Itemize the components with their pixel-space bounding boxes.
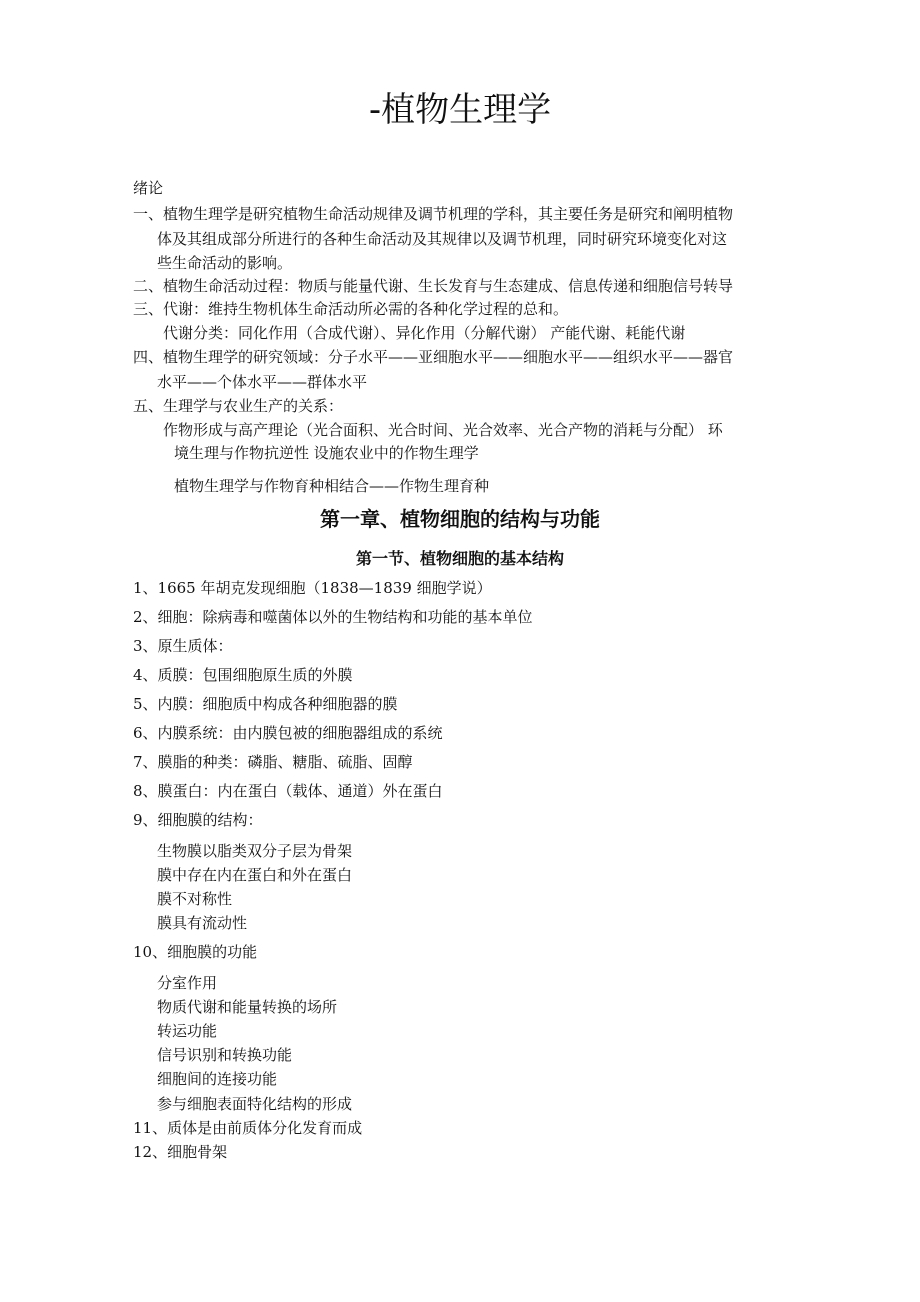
list-item-6: 6、内膜系统：由内膜包被的细胞器组成的系统 [133,724,443,742]
membrane-function-point: 信号识别和转换功能 [157,1046,293,1064]
list-item-10: 10、细胞膜的功能 [133,943,258,961]
document-title: -植物生理学 [368,90,552,130]
list-item-12: 12、细胞骨架 [133,1143,228,1161]
membrane-function-point: 分室作用 [157,974,218,992]
list-item-9: 9、细胞膜的结构： [133,811,263,829]
membrane-function-point: 细胞间的连接功能 [157,1070,278,1088]
membrane-function-point: 转运功能 [157,1022,218,1040]
chapter-heading: 第一章、植物细胞的结构与功能 [320,507,600,531]
membrane-function-point: 参与细胞表面特化结构的形成 [157,1095,353,1113]
list-item-2: 2、细胞：除病毒和噬菌体以外的生物结构和功能的基本单位 [133,608,533,626]
list-item-3: 3、原生质体： [133,637,233,655]
list-item-1: 1、1665 年胡克发现细胞（1838—1839 细胞学说） [133,579,492,597]
list-item-4: 4、质膜：包围细胞原生质的外膜 [133,666,353,684]
intro-point-5-sub-3: 植物生理学与作物育种相结合——作物生理育种 [174,477,490,495]
list-item-5: 5、内膜：细胞质中构成各种细胞器的膜 [133,695,398,713]
intro-point-4-line-2: 水平——个体水平——群体水平 [157,373,368,391]
intro-point-3: 三、代谢：维持生物机体生命活动所必需的各种化学过程的总和。 [133,300,569,318]
list-item-7: 7、膜脂的种类：磷脂、糖脂、硫脂、固醇 [133,753,413,771]
intro-point-1-line-3: 些生命活动的影响。 [157,254,293,272]
section-heading: 第一节、植物细胞的基本结构 [355,549,564,568]
intro-point-1-line-1: 一、植物生理学是研究植物生命活动规律及调节机理的学科，其主要任务是研究和阐明植物 [133,205,734,223]
intro-point-3-sub: 代谢分类：同化作用（合成代谢）、异化作用（分解代谢） 产能代谢、耗能代谢 [163,324,686,342]
intro-heading: 绪论 [133,179,164,197]
intro-point-1-line-2: 体及其组成部分所进行的各种生命活动及其规律以及调节机理，同时研究环境变化对这 [157,230,728,248]
list-item-11: 11、质体是由前质体分化发育而成 [133,1119,363,1137]
intro-point-2: 二、植物生命活动过程：物质与能量代谢、生长发育与生态建成、信息传递和细胞信号转导 [133,277,734,295]
intro-point-5: 五、生理学与农业生产的关系： [133,397,344,415]
membrane-structure-point: 膜具有流动性 [157,914,248,932]
membrane-structure-point: 生物膜以脂类双分子层为骨架 [157,842,353,860]
list-item-8: 8、膜蛋白：内在蛋白（载体、通道）外在蛋白 [133,782,443,800]
intro-point-5-sub-1: 作物形成与高产理论（光合面积、光合时间、光合效率、光合产物的消耗与分配） 环 [163,421,723,439]
membrane-structure-point: 膜不对称性 [157,890,233,908]
intro-point-4-line-1: 四、植物生理学的研究领域：分子水平——亚细胞水平——细胞水平——组织水平——器官 [133,348,734,366]
intro-point-5-sub-2: 境生理与作物抗逆性 设施农业中的作物生理学 [174,444,479,462]
membrane-structure-point: 膜中存在内在蛋白和外在蛋白 [157,866,353,884]
membrane-function-point: 物质代谢和能量转换的场所 [157,998,338,1016]
